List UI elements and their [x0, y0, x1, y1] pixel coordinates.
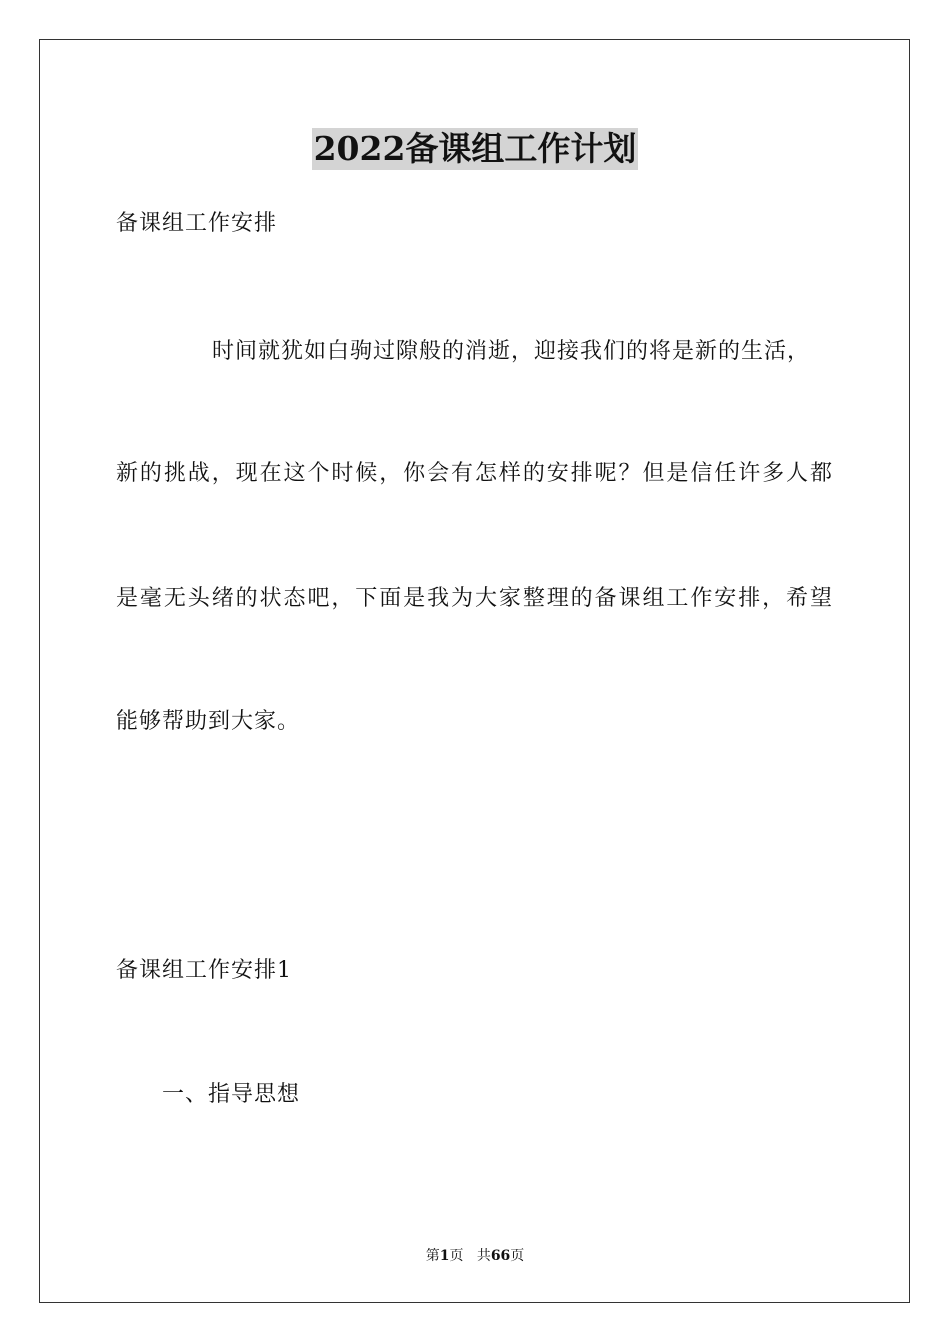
footer-total-suffix: 页 [510, 1248, 525, 1264]
intro-line-1: 时间就犹如白驹过隙般的消逝，迎接我们的将是新的生活， [212, 339, 811, 364]
intro-line-2: 新的挑战，现在这个时候，你会有怎样的安排呢？但是信任许多人都 [116, 461, 832, 486]
document-subtitle: 备课组工作安排 [116, 211, 278, 236]
footer-total-pages: 66 [490, 1248, 511, 1264]
title-container [0, 128, 950, 170]
intro-line-3: 是毫无头绪的状态吧，下面是我为大家整理的备课组工作安排，希望 [116, 586, 832, 611]
intro-line-4: 能够帮助到大家。 [116, 709, 301, 734]
page-footer [0, 1246, 950, 1266]
footer-page-number: 1 [439, 1248, 450, 1264]
section-heading: 备课组工作安排1 [116, 958, 292, 983]
footer-page-prefix: 第 [425, 1248, 440, 1264]
footer-total-prefix: 共 [476, 1248, 491, 1264]
subsection-heading: 一、指导思想 [162, 1082, 301, 1107]
footer-page-suffix: 页 [449, 1248, 464, 1264]
document-title: 2022备课组工作计划 [313, 129, 637, 168]
